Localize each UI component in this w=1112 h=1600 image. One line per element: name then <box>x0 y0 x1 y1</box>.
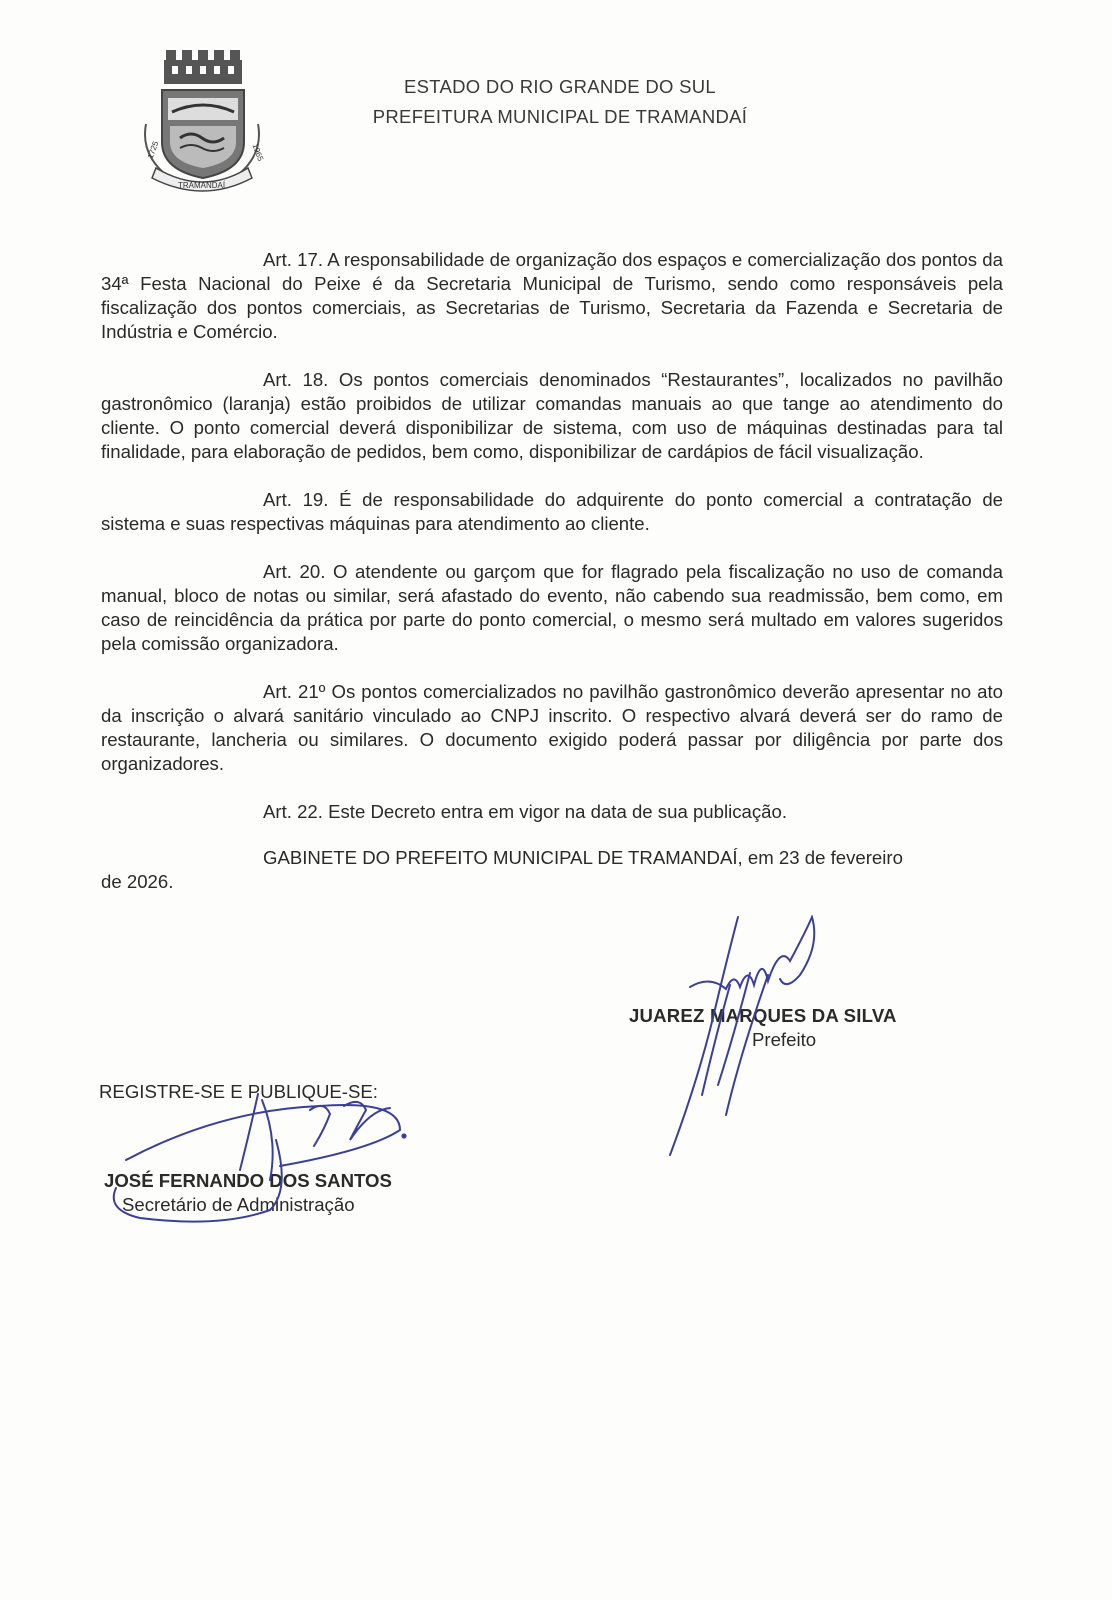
article-20: Art. 20. O atendente ou garçom que for flagrado pela fiscalização no uso de comanda manual, bloco de notas ou similar, será afastado do evento, não cabendo sua readmissão, bem como, em caso de reincidência da prática por parte do ponto comercial, o mesmo será multado em valores sugeridos pela comissão organizadora. <box>101 561 1003 654</box>
crest-year-left: 1725 <box>145 140 161 160</box>
register-label: REGISTRE-SE E PUBLIQUE-SE: <box>99 1081 378 1102</box>
secretary-name: JOSÉ FERNANDO DOS SANTOS <box>104 1170 392 1191</box>
header-state: ESTADO DO RIO GRANDE DO SUL <box>403 76 717 97</box>
municipal-crest-emblem <box>136 46 268 194</box>
crest-year-right: 1965 <box>250 142 266 163</box>
article-19: Art. 19. É de responsabilidade do adquirente do ponto comercial a contratação de sistema e suas respectivas máquinas para atendimento ao cliente. <box>101 489 1003 534</box>
closing-tail: de 2026. <box>101 871 174 892</box>
article-21: Art. 21º Os pontos comercializados no pavilhão gastronômico deverão apresentar no ato da inscrição o alvará sanitário vinculado ao CNPJ inscrito. O respectivo alvará deverá ser do ramo de restaurante, lancheria ou similares. O documento exigido poderá passar por diligência por parte dos organizadores. <box>101 681 1003 774</box>
article-18: Art. 18. Os pontos comerciais denominados “Restaurantes”, localizados no pavilhão gastronômico (laranja) estão proibidos de utilizar comandas manuais ao que tange ao atendimento do cliente. O ponto comercial deverá disponibilizar de sistema, com uso de máquinas destinadas para tal finalidade, para elaboração de pedidos, bem como, disponibilizar de cardápios de fácil visualização. <box>101 369 1003 462</box>
mayor-name: JUAREZ MARQUES DA SILVA <box>629 1005 897 1026</box>
header-municipality: PREFEITURA MUNICIPAL DE TRAMANDAÍ <box>372 106 748 127</box>
closing-line: GABINETE DO PREFEITO MUNICIPAL DE TRAMANDAÍ, em 23 de fevereiro <box>263 847 903 868</box>
article-17: Art. 17. A responsabilidade de organização dos espaços e comercialização dos pontos da 34ª Festa Nacional do Peixe é da Secretaria Municipal de Turismo, sendo como responsáveis pela fiscalização dos pontos comerciais, as Secretarias de Turismo, Secretaria da Fazenda e Secretaria de Indústria e Comércio. <box>101 249 1003 342</box>
decree-body <box>101 248 1003 894</box>
crest-banner-text: TRAMANDAÍ <box>178 181 226 190</box>
closing-date <box>101 846 1003 894</box>
secretary-signature-block <box>104 1170 464 1216</box>
secretary-role: Secretário de Administração <box>122 1194 355 1215</box>
letterhead <box>330 72 790 132</box>
mayor-signature-block <box>629 1005 969 1051</box>
article-22: Art. 22. Este Decreto entra em vigor na data de sua publicação. <box>263 801 788 822</box>
mayor-role: Prefeito <box>752 1029 817 1050</box>
